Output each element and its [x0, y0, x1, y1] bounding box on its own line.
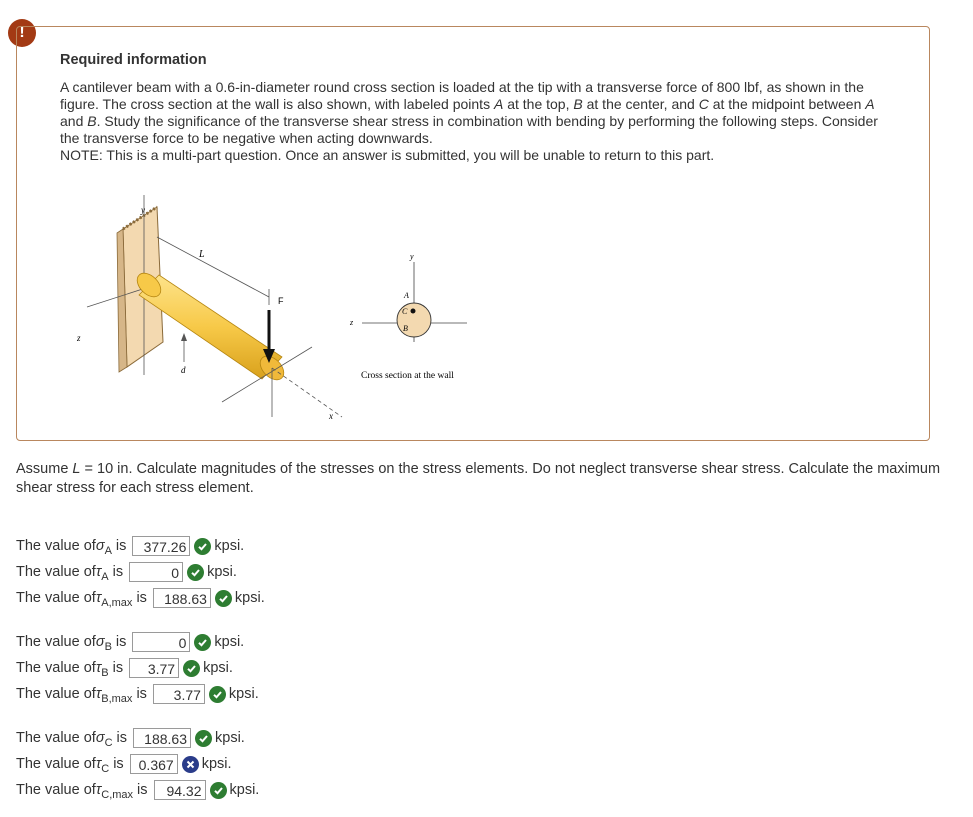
stress-subscript: B,max	[101, 693, 133, 705]
stress-subscript: C	[104, 737, 113, 749]
text-run: at the center, and	[582, 96, 699, 112]
answer-input[interactable]: 188.63	[133, 728, 191, 748]
unit-label: kpsi.	[201, 756, 232, 772]
stress-subscript: C	[101, 763, 110, 775]
answer-row	[16, 587, 265, 609]
stress-subscript: A	[104, 545, 112, 557]
cs-label-C: C	[402, 307, 408, 316]
stress-subscript: B	[101, 667, 109, 679]
answer-prefix: The value of	[16, 686, 96, 702]
answer-prefix: The value of	[16, 730, 96, 746]
label-x: x	[329, 411, 333, 421]
text-run: = 10 in. Calculate magnitudes of the stresses on the stress elements. Do not neglect transverse shear stress. Calculate the maximum shear stress for each stress element.	[16, 461, 941, 496]
answer-row	[16, 631, 244, 653]
italic-variable: A	[493, 96, 504, 112]
answer-row	[16, 657, 233, 679]
label-y: y	[141, 205, 145, 215]
check-icon	[187, 564, 204, 581]
check-icon	[210, 782, 227, 799]
text-run: A cantilever beam with a 0.6-in-diameter round cross section is loaded at the tip with a transverse force of 800 lbf, as shown in the figure. The cross section at the wall is also shown, with labeled points	[60, 79, 864, 112]
stress-subscript: A	[101, 571, 109, 583]
cs-label-z: z	[350, 318, 354, 327]
text-run: at the midpoint between	[708, 96, 866, 112]
answer-prefix: The value of	[16, 782, 96, 798]
required-info-panel	[16, 26, 930, 441]
section-title: Required information	[60, 52, 207, 68]
unit-label: kpsi.	[214, 538, 245, 554]
answer-prefix: The value of	[16, 756, 96, 772]
label-d: d	[181, 365, 186, 375]
answer-row	[16, 727, 245, 749]
point-C	[411, 309, 416, 314]
cantilever-figure	[57, 177, 477, 427]
check-icon	[215, 590, 232, 607]
answer-input[interactable]: 0	[129, 562, 183, 582]
answer-suffix: is	[112, 660, 124, 676]
answer-suffix: is	[136, 590, 147, 606]
answer-input[interactable]: 3.77	[153, 684, 205, 704]
answer-prefix: The value of	[16, 634, 96, 650]
stress-subscript: B	[104, 641, 112, 653]
stress-symbol: τ	[95, 564, 102, 580]
check-icon	[194, 538, 211, 555]
answer-suffix: is	[115, 634, 127, 650]
answer-prefix: The value of	[16, 590, 96, 606]
answer-suffix: is	[113, 756, 124, 772]
unit-label: kpsi.	[229, 782, 260, 798]
answer-row	[16, 683, 259, 705]
check-icon	[209, 686, 226, 703]
stress-symbol: σ	[95, 634, 105, 650]
problem-statement	[60, 79, 890, 164]
cs-label-y: y	[410, 252, 414, 261]
unit-label: kpsi.	[207, 564, 237, 580]
answer-row	[16, 753, 232, 775]
answer-input[interactable]: 0	[132, 632, 190, 652]
alert-icon: !	[8, 19, 36, 47]
text-run: at the top,	[503, 96, 574, 112]
answer-input[interactable]: 3.77	[129, 658, 179, 678]
italic-variable: A	[865, 96, 875, 112]
italic-variable: B	[573, 96, 583, 112]
answer-suffix: is	[115, 538, 127, 554]
text-run: . Study the significance of the transverse shear stress in combination with bending by performing the following steps. Consider the transverse force to be negative when acting downwards.	[60, 113, 878, 146]
check-icon	[194, 634, 211, 651]
answer-input[interactable]: 94.32	[154, 780, 206, 800]
answer-input[interactable]: 188.63	[153, 588, 211, 608]
answer-input[interactable]: 377.26	[132, 536, 190, 556]
stress-symbol: τ	[95, 686, 102, 702]
text-run: and	[60, 113, 88, 129]
check-icon	[183, 660, 200, 677]
stress-symbol: τ	[95, 590, 102, 606]
stress-symbol: σ	[95, 730, 105, 746]
cs-label-A: A	[404, 291, 409, 300]
x-icon	[182, 756, 199, 773]
label-F: F	[278, 296, 284, 306]
answer-suffix: is	[112, 564, 124, 580]
italic-variable: B	[87, 113, 97, 129]
italic-variable: L	[72, 461, 81, 477]
answer-row	[16, 535, 244, 557]
unit-label: kpsi.	[228, 686, 259, 702]
answer-suffix: is	[136, 686, 147, 702]
italic-variable: C	[698, 96, 709, 112]
cs-label-B: B	[403, 324, 408, 333]
unit-label: kpsi.	[203, 660, 233, 676]
answer-suffix: is	[116, 730, 127, 746]
unit-label: kpsi.	[214, 634, 245, 650]
stress-symbol: τ	[95, 756, 102, 772]
stress-subscript: C,max	[101, 789, 134, 801]
label-L: L	[199, 249, 205, 260]
stress-symbol: σ	[95, 538, 105, 554]
answer-prefix: The value of	[16, 660, 96, 676]
answer-row	[16, 779, 259, 801]
note-text: NOTE: This is a multi-part question. Once an answer is submitted, you will be unable to return to this part.	[60, 147, 715, 163]
assumption-text	[16, 460, 956, 498]
check-icon	[195, 730, 212, 747]
stress-subscript: A,max	[101, 597, 133, 609]
cross-section-caption: Cross section at the wall	[361, 371, 454, 381]
problem-paragraph	[60, 79, 890, 147]
text-run: Assume	[16, 461, 73, 477]
answer-suffix: is	[137, 782, 148, 798]
answer-prefix: The value of	[16, 564, 96, 580]
label-z: z	[77, 333, 81, 343]
unit-label: kpsi.	[215, 730, 245, 746]
unit-label: kpsi.	[234, 590, 265, 606]
stress-symbol: τ	[95, 660, 102, 676]
answer-prefix: The value of	[16, 538, 96, 554]
answer-input[interactable]: 0.367	[130, 754, 178, 774]
stress-symbol: τ	[95, 782, 102, 798]
answer-row	[16, 561, 237, 583]
